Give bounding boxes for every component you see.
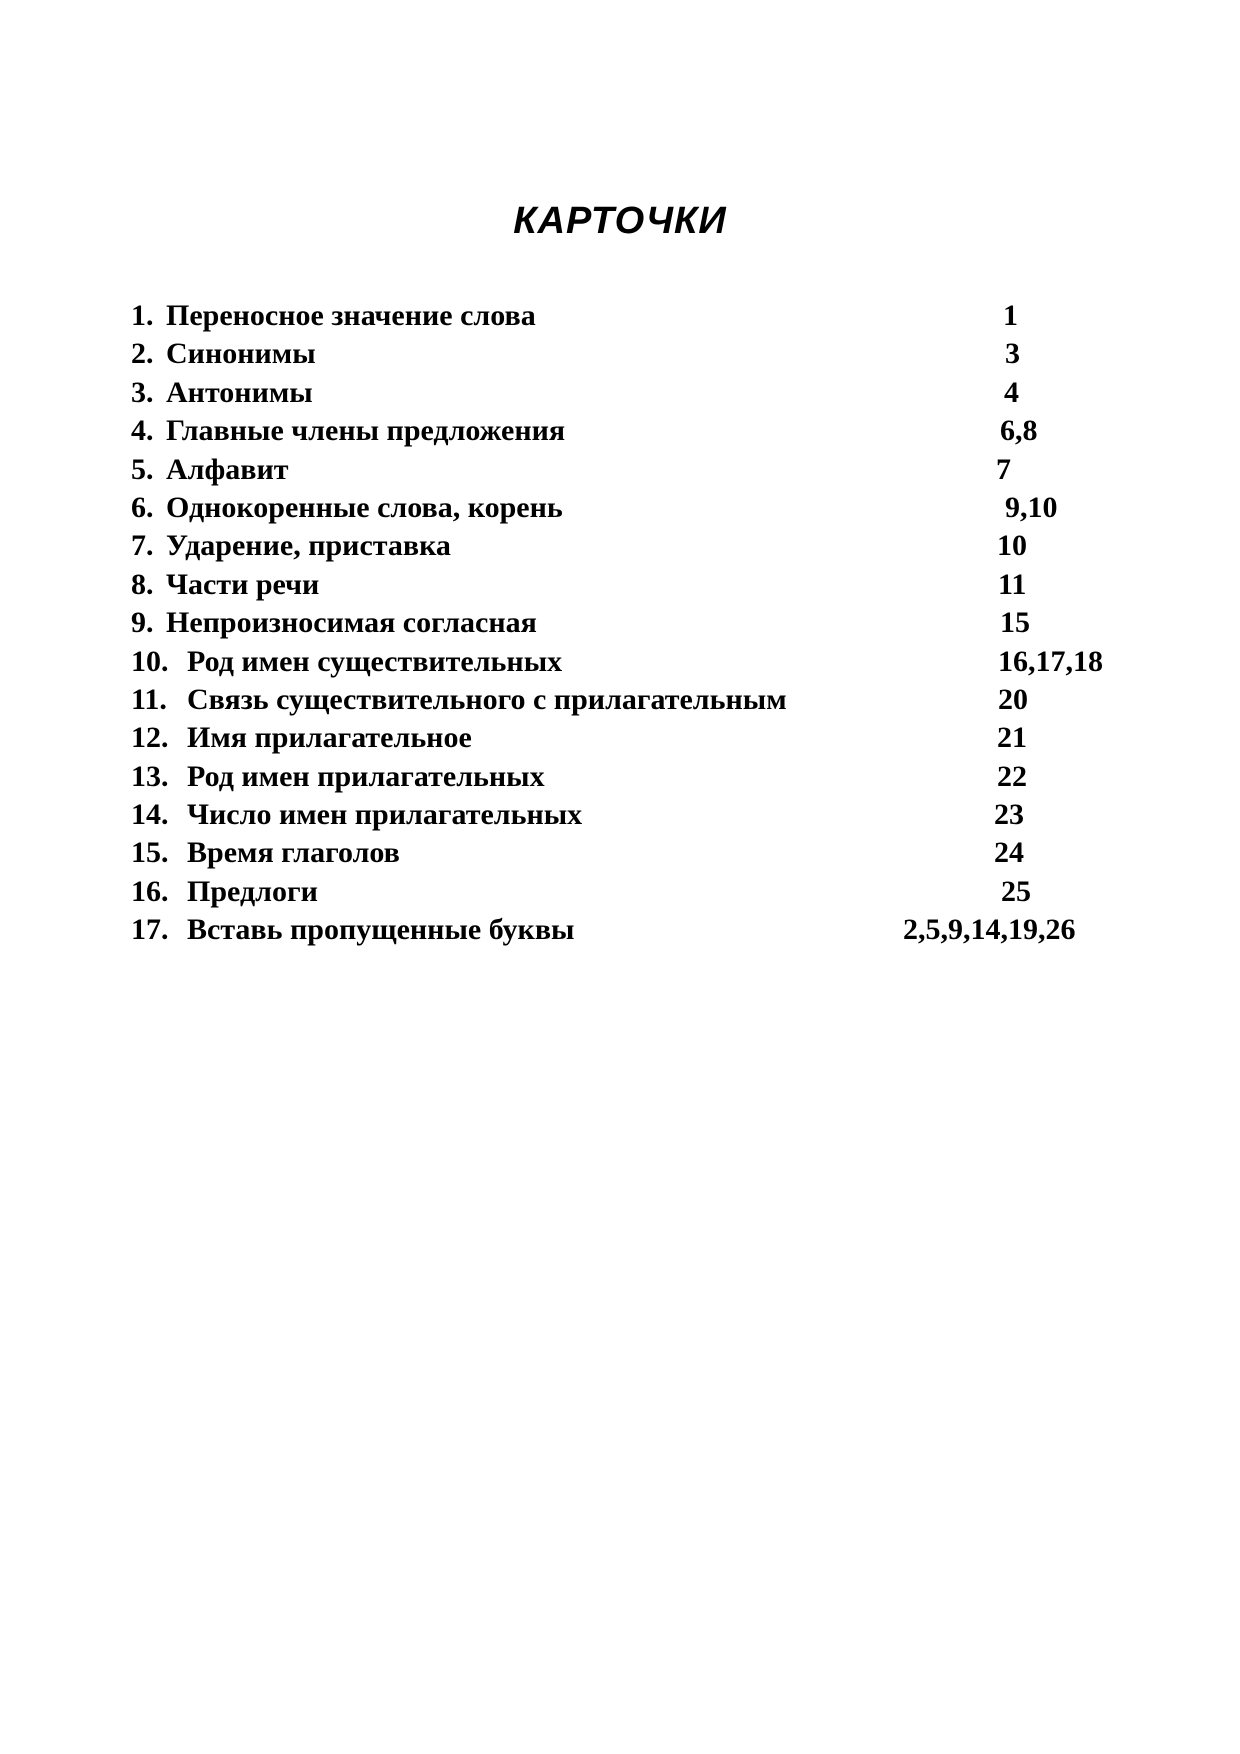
entry-pages: 6,8: [1000, 414, 1038, 448]
table-of-contents: [0, 297, 1240, 950]
entry-title: Алфавит: [166, 452, 289, 486]
entry-title: Род имен прилагательных: [187, 759, 545, 793]
toc-entry: [0, 374, 1240, 412]
toc-entry: [0, 566, 1240, 604]
entry-number: 5.: [131, 452, 154, 486]
entry-pages: 23: [994, 798, 1024, 832]
entry-number: 7.: [131, 529, 154, 563]
entry-pages: 11: [998, 567, 1027, 601]
entry-number: 3.: [131, 375, 154, 409]
entry-pages: 4: [1004, 375, 1019, 409]
toc-entry: [0, 604, 1240, 642]
entry-number: 10.: [131, 644, 169, 678]
entry-pages: 7: [996, 452, 1011, 486]
entry-number: 14.: [131, 798, 169, 832]
toc-entry: [0, 681, 1240, 719]
toc-entry: [0, 643, 1240, 681]
toc-entry: [0, 335, 1240, 373]
entry-pages: 10: [997, 529, 1027, 563]
toc-entry: [0, 719, 1240, 757]
entry-number: 15.: [131, 836, 169, 870]
entry-pages: 20: [998, 682, 1028, 716]
entry-title: Время глаголов: [187, 836, 400, 870]
entry-title: Ударение, приставка: [166, 529, 451, 563]
entry-title: Вставь пропущенные буквы: [187, 913, 575, 947]
entry-title: Главные члены предложения: [166, 414, 566, 448]
entry-number: 4.: [131, 414, 154, 448]
toc-entry: [0, 873, 1240, 911]
entry-title: Синонимы: [166, 337, 316, 371]
entry-pages: 15: [1000, 606, 1030, 640]
entry-pages: 16,17,18: [998, 644, 1103, 678]
entry-title: Части речи: [166, 567, 320, 601]
entry-pages: 2,5,9,14,19,26: [903, 913, 1076, 947]
entry-number: 16.: [131, 874, 169, 908]
entry-title: Связь существительного с прилагательным: [187, 682, 787, 716]
entry-title: Число имен прилагательных: [187, 798, 583, 832]
toc-entry: [0, 451, 1240, 489]
entry-title: Антонимы: [166, 375, 313, 409]
entry-pages: 21: [997, 721, 1027, 755]
toc-entry: [0, 758, 1240, 796]
entry-pages: 22: [997, 759, 1027, 793]
entry-number: 6.: [131, 490, 154, 524]
entry-pages: 1: [1003, 299, 1018, 332]
entry-title: Переносное значение слова: [166, 299, 536, 332]
toc-entry: [0, 911, 1240, 949]
entry-number: 2.: [131, 337, 154, 371]
entry-title: Имя прилагательное: [187, 721, 472, 755]
entry-number: 13.: [131, 759, 169, 793]
entry-number: 9.: [131, 606, 154, 640]
entry-title: Предлоги: [187, 874, 318, 908]
toc-entry: [0, 489, 1240, 527]
entry-title: Непроизносимая согласная: [166, 606, 537, 640]
entry-number: 1.: [131, 299, 154, 332]
entry-number: 8.: [131, 567, 154, 601]
toc-entry: [0, 796, 1240, 834]
entry-number: 17.: [131, 913, 169, 947]
entry-pages: 3: [1005, 337, 1020, 371]
entry-title: Род имен существительных: [187, 644, 563, 678]
entry-pages: 24: [994, 836, 1024, 870]
entry-pages: 25: [1001, 874, 1031, 908]
entry-pages: 9,10: [1005, 490, 1058, 524]
toc-entry: [0, 297, 1240, 335]
entry-title: Однокоренные слова, корень: [166, 490, 563, 524]
toc-entry: [0, 527, 1240, 565]
toc-entry: [0, 834, 1240, 872]
page-title: КАРТОЧКИ: [513, 200, 727, 243]
toc-entry: [0, 412, 1240, 450]
entry-number: 11.: [131, 682, 167, 716]
entry-number: 12.: [131, 721, 169, 755]
